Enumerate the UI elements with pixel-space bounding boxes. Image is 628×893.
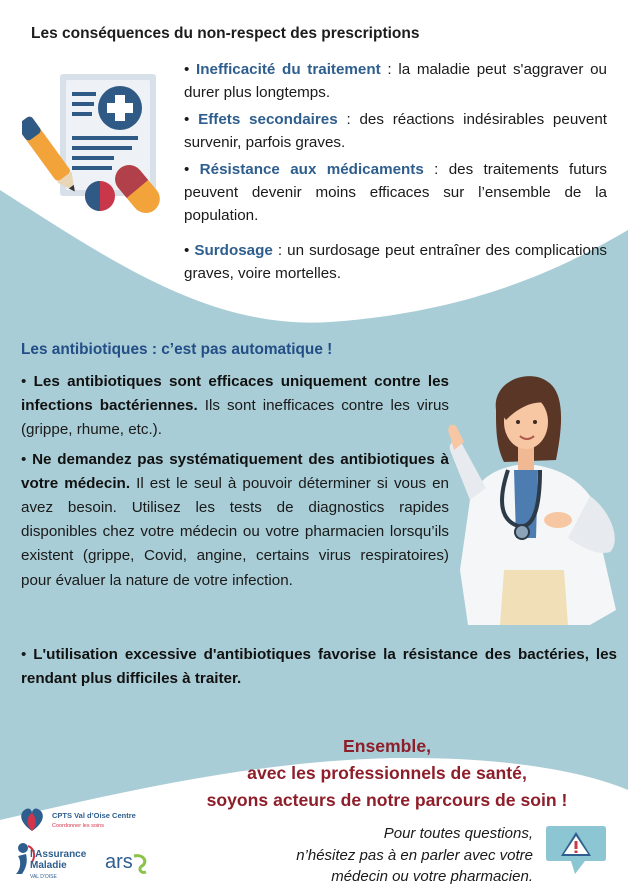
antibiotics-list-last [21, 643, 617, 691]
ars-text: ars [105, 851, 133, 873]
am-line2: Maladie [30, 860, 67, 871]
item-term: Résistance aux médicaments [199, 161, 424, 178]
list-item: • L'utilisation excessive d'antibiotiques favorise la résistance des bactéries, les rendant plus difficiles à traiter. [21, 646, 617, 688]
am-line1: l'Assurance [30, 849, 87, 860]
question-note: Pour toutes questions, n’hésitez pas à en parler avec votre médecin ou votre pharmacien. [296, 825, 533, 885]
prescription-pen-pill-icon [22, 70, 182, 220]
item-text: Ils sont inefficaces contre les virus (grippe, rhume, etc.). [21, 397, 449, 439]
list-item: • Effets secondaires : des réactions indésirables peuvent survenir, parfois graves. [184, 111, 607, 151]
doctor-icon [440, 370, 626, 625]
cpts-name: CPTS Val d’Oise Centre [52, 811, 136, 820]
item-text: : des réactions indésirables peuvent survenir, parfois graves. [184, 111, 607, 151]
list-item: • Surdosage : un surdosage peut entraîner des complications graves, voire mortelles. [184, 242, 607, 282]
item-text: : un surdosage peut entraîner des complications graves, voire mortelles. [184, 242, 607, 282]
section-title-antibiotics: Les antibiotiques : c’est pas automatique ! [21, 341, 333, 358]
item-bold: Les antibiotiques sont efficaces uniquement contre les infections bactériennes. [21, 373, 449, 415]
item-text: : la maladie peut s'aggraver ou durer plus longtemps. [184, 61, 607, 101]
section-title-consequences: Les conséquences du non-respect des prescriptions [31, 25, 420, 42]
item-term: Inefficacité du traitement [196, 61, 381, 78]
antibiotics-list [21, 370, 449, 593]
item-text: : des traitements futurs peuvent devenir moins efficaces sur l’ensemble de la population. [184, 161, 607, 224]
list-item: • Inefficacité du traitement : la maladie peut s'aggraver ou durer plus longtemps. [184, 61, 607, 101]
assurance-maladie-logo [14, 840, 98, 884]
speech-bubble-alert-icon [545, 824, 607, 876]
list-item: • Les antibiotiques sont efficaces uniquement contre les infections bactériennes. Ils sont inefficaces contre les virus (grippe, rhume, etc.). [21, 373, 449, 439]
item-term: Effets secondaires [198, 111, 338, 128]
cpts-logo [18, 805, 148, 835]
closing-message: Ensemble, avec les professionnels de santé, soyons acteurs de notre parcours de soin ! [206, 736, 568, 810]
list-item: • Résistance aux médicaments : des traitements futurs peuvent devenir moins efficaces sur l’ensemble de la population. [184, 161, 607, 224]
consequences-list [184, 58, 607, 285]
item-bold: L'utilisation excessive d'antibiotiques favorise la résistance des bactéries, les rendant plus difficiles à traiter. [21, 646, 617, 688]
item-text: Il est le seul à pouvoir déterminer si vous en avez besoin. Utilisez les tests de diagnostics rapides disponibles chez votre médecin ou votre pharmacien lorsqu’ils existent (grippe, Covid, angine, certains virus respiratoires) pour évaluer la nature de votre infection. [21, 474, 449, 589]
cpts-tagline: Coordonner les soins [52, 823, 104, 829]
item-term: Surdosage [194, 242, 273, 259]
ars-logo [104, 848, 150, 878]
list-item: • Ne demandez pas systématiquement des antibiotiques à votre médecin. Il est le seul à pouvoir déterminer si vous en avez besoin. Utilisez les tests de diagnostics rapides disponibles chez votre médecin ou votre pharmacien lorsqu’ils existent (grippe, Covid, angine, certains virus respiratoires) pour évaluer la nature de votre infection. [21, 450, 449, 589]
am-line3: VAL D'OISE [30, 874, 57, 880]
item-bold: Ne demandez pas systématiquement des antibiotiques à votre médecin. [21, 450, 449, 492]
